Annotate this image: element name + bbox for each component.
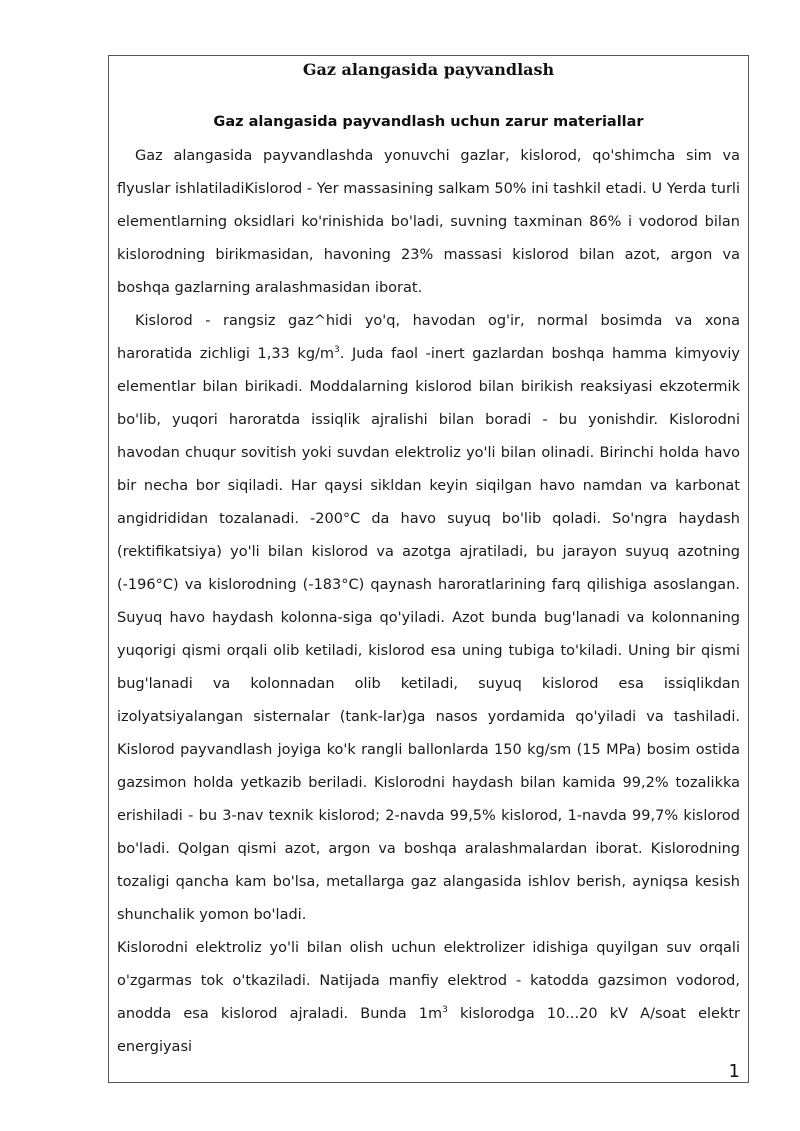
paragraph-1: Gaz alangasida payvandlashda yonuvchi gazlar, kislorod, qo'shimcha sim va flyuslar ishlatiladiKislorod - Yer massasining salkam 50% ini tashkil etadi. U Yerda turli elementlarning oksidlari ko'rinishida bo'ladi, suvning taxminan 86% i vodorod bilan kislorodning birikmasidan, havoning 23% massasi kislorod bilan azot, argon va boshqa gazlarning aralashmasidan iborat. bbox=[117, 148, 740, 296]
paragraph-3 bbox=[117, 932, 740, 1064]
paragraph-3-text-b: kislorodga 10...20 kV A/soat elektr energiyasi bbox=[117, 1006, 741, 1055]
section-heading: Gaz alangasida payvandlash uchun zarur materiallar bbox=[213, 114, 644, 130]
document-title: Gaz alangasida payvandlash bbox=[302, 60, 555, 79]
page-number: 1 bbox=[728, 1061, 740, 1082]
superscript-cubed: 3 bbox=[442, 1005, 448, 1016]
paragraph-2 bbox=[117, 305, 740, 932]
paragraph-2-text-a: Kislorod - rangsiz gaz^hidi yo'q, havodan og'ir, normal bosimda va xona haroratida zichligi 1,33 kg/m bbox=[117, 313, 740, 362]
paragraph-2-text-b: . Juda faol -inert gazlardan boshqa hamma kimyoviy elementlar bilan birikadi. Moddalarning kislorod bilan birikish reaksiyasi ekzotermik bo'lib, yuqori haroratda issiqlik ajralishi bilan boradi - bu yonishdir. Kislorodni havodan chuqur sovitish yoki suvdan elektroliz yo'li bilan olinadi. Birinchi holda havo bir necha bor siqiladi. Har qaysi sikldan keyin siqilgan havo namdan va karbonat angidrididan tozalanadi. -200°C da havo suyuq bo'lib qoladi. So'ngra haydash (rektifikatsiya) yo'li bilan kislorod va azotga ajratiladi, bu jarayon suyuq azotning (-196°C) va kislorodning (-183°C) qaynash haroratlarining farq qilishiga asoslangan. Suyuq havo haydash kolonna-siga qo'yiladi. Azot bunda bug'lanadi va kolonnaning yuqorigi qismi orqali olib ketiladi, kislorod esa uning tubiga to'kiladi. Uning bir qismi bug'lanadi va kolonnadan olib ketiladi, suyuq kislorod esa issiqlikdan izolyatsiyalangan sisternalar (tank-lar)ga nasos yordamida qo'yiladi va tashiladi. Kislorod payvandlash joyiga ko'k rangli ballonlarda 150 kg/sm (15 MPa) bosim ostida gazsimon holda yetkazib beriladi. Kislorodni haydash bilan kamida 99,2% tozalikka erishiladi - bu 3-nav texnik kislorod; 2-navda 99,5% kislorod, 1-navda 99,7% kislorod bo'ladi. Qolgan qismi azot, argon va boshqa aralashmalardan iborat. Kislorodning tozaligi qancha kam bo'lsa, metallarga gaz alangasida ishlov berish, ayniqsa kesish shunchalik yomon bo'ladi. bbox=[117, 346, 740, 923]
paragraph-3-text-a: Kislorodni elektroliz yo'li bilan olish uchun elektrolizer idishiga quyilgan suv orqali o'zgarmas tok o'tkaziladi. Natijada manfiy elektrod - katodda gazsimon vodorod, anodda esa kislorod ajraladi. Bunda 1m bbox=[117, 940, 740, 1022]
superscript-cubed: 3 bbox=[334, 345, 340, 356]
document-body bbox=[117, 140, 740, 1064]
page-frame bbox=[108, 55, 749, 1083]
